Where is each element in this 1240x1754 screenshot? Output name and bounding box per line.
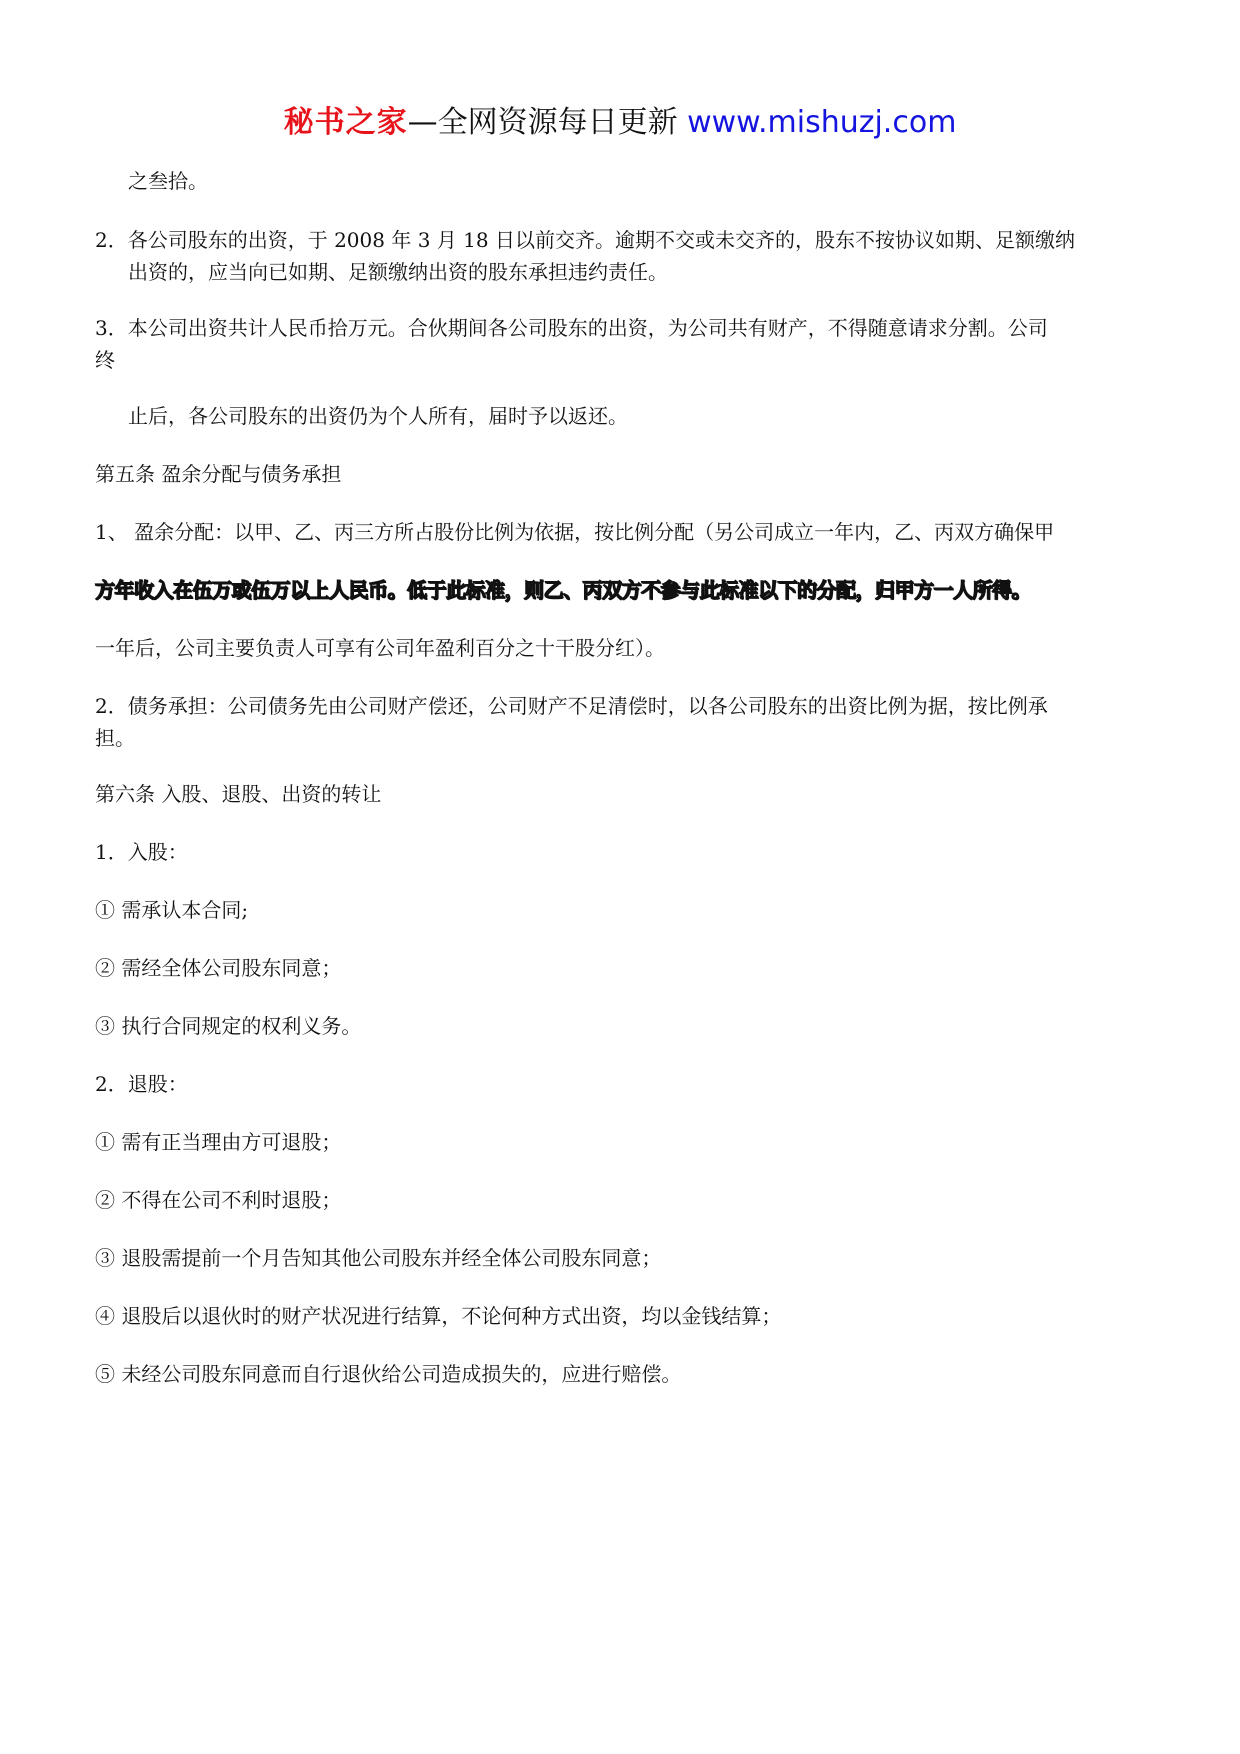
- paragraph-line: 2．债务承担：公司债务先由公司财产偿还，公司财产不足清偿时，以各公司股东的出资比例为据，按比例承: [95, 694, 1048, 718]
- list-item: ② 不得在公司不利时退股；: [95, 1188, 342, 1212]
- paragraph-line: 担。: [95, 726, 135, 750]
- site-slogan: —全网资源每日更新: [407, 105, 678, 140]
- paragraph-line: 3．本公司出资共计人民币拾万元。合伙期间各公司股东的出资，为公司共有财产，不得随意请求分割。公司: [95, 316, 1048, 340]
- list-item: ⑤ 未经公司股东同意而自行退伙给公司造成损失的，应进行赔偿。: [95, 1362, 682, 1386]
- highlighted-line: 方年收入在伍万或伍万以上人民币。低于此标准，则乙、丙双方不参与此标准以下的分配，归甲方一人所得。: [95, 578, 1031, 602]
- list-item: ② 需经全体公司股东同意；: [95, 956, 342, 980]
- list-heading: 1．入股：: [95, 840, 188, 864]
- paragraph-line: 一年后，公司主要负责人可享有公司年盈利百分之十干股分红）。: [95, 636, 665, 660]
- section-heading: 第五条 盈余分配与债务承担: [95, 462, 342, 486]
- list-item: ③ 执行合同规定的权利义务。: [95, 1014, 362, 1038]
- list-item: ③ 退股需提前一个月告知其他公司股东并经全体公司股东同意；: [95, 1246, 662, 1270]
- site-url-link[interactable]: www.mishuzj.com: [677, 105, 957, 140]
- site-brand: 秘书之家: [283, 105, 408, 140]
- list-item: ① 需有正当理由方可退股；: [95, 1130, 342, 1154]
- paragraph-line: 之叁拾。: [128, 169, 208, 193]
- section-heading: 第六条 入股、退股、出资的转让: [95, 782, 382, 806]
- paragraph-line: 1、 盈余分配：以甲、乙、丙三方所占股份比例为依据，按比例分配（另公司成立一年内，乙、丙双方确保甲: [95, 520, 1055, 544]
- list-heading: 2．退股：: [95, 1072, 188, 1096]
- list-item: ① 需承认本合同;: [95, 898, 249, 922]
- paragraph-line: 止后，各公司股东的出资仍为个人所有，届时予以返还。: [128, 404, 628, 428]
- list-item: ④ 退股后以退伙时的财产状况进行结算，不论何种方式出资，均以金钱结算；: [95, 1304, 782, 1328]
- page-header: [0, 100, 1240, 146]
- paragraph-line: 2．各公司股东的出资，于 2008 年 3 月 18 日以前交齐。逾期不交或未交齐的，股东不按协议如期、足额缴纳: [95, 228, 1075, 252]
- paragraph-line: 出资的，应当向已如期、足额缴纳出资的股东承担违约责任。: [128, 260, 668, 284]
- paragraph-line: 终: [95, 348, 115, 372]
